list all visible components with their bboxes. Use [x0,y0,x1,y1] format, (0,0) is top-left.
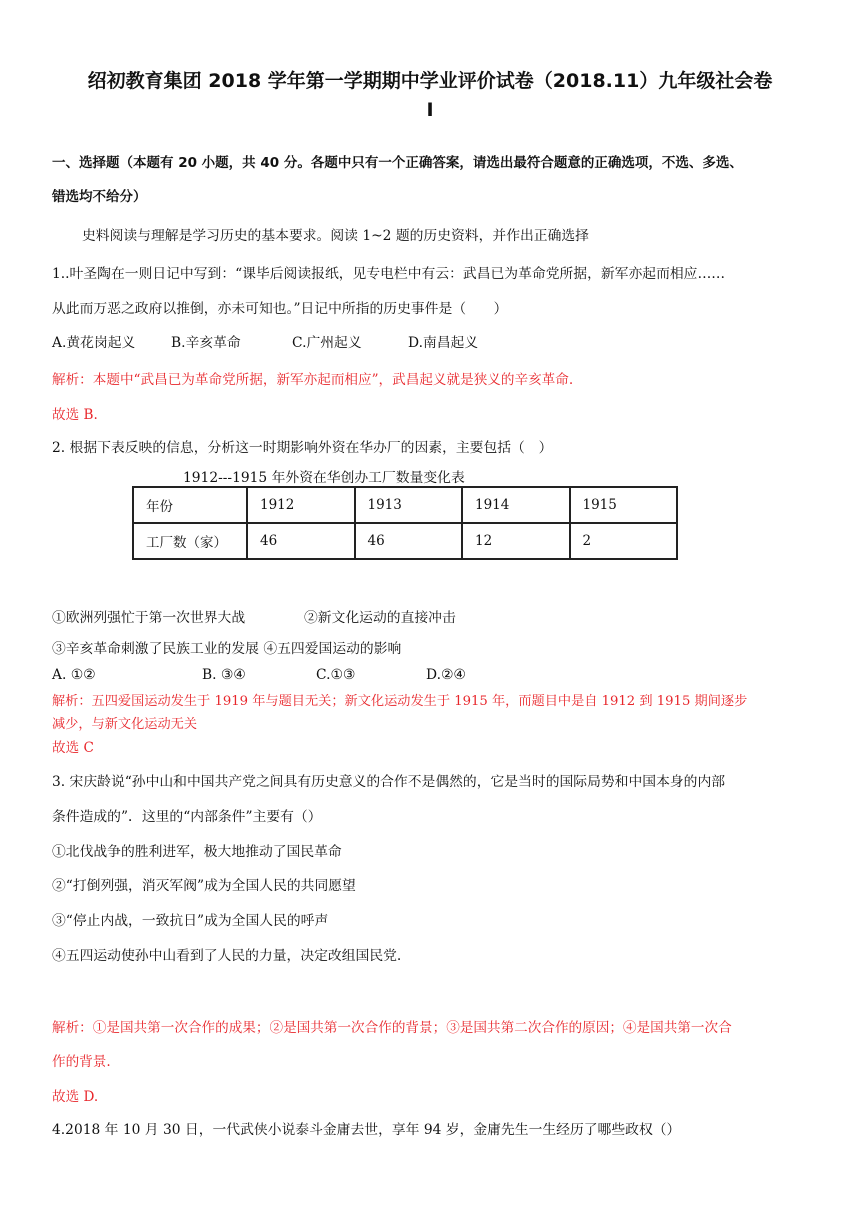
q2-analysis-line1: 解析：五四爱国运动发生于 1919 年与题目无关；新文化运动发生于 1915 年，而题目中是自 1912 到 1915 期间逐步 [52,694,748,709]
table-cell: 工厂数（家） [133,523,247,559]
q3-item-2: ②“打倒列强，消灭军阀”成为全国人民的共同愿望 [52,878,356,894]
q2-option-d: D.②④ [426,667,466,683]
q1-stem-line1: 1..叶圣陶在一则日记中写到：“课毕后阅读报纸，见专电栏中有云：武昌已为革命党所据，新军亦起而相应…… [52,266,726,282]
table-cell: 46 [247,523,355,559]
q3-stem-line1: 3. 宋庆龄说“孙中山和中国共产党之间具有历史意义的合作不是偶然的，它是当时的国际局势和中国本身的内部 [52,774,726,790]
q4-stem: 4.2018 年 10 月 30 日，一代武侠小说泰斗金庸去世，享年 94 岁，金庸先生一生经历了哪些政权（） [52,1122,681,1138]
intro-text: 史料阅读与理解是学习历史的基本要求。阅读 1~2 题的历史资料，并作出正确选择 [82,228,589,244]
q1-answer: 故选 B. [52,407,98,423]
q1-option-a: A.黄花岗起义 [52,335,136,351]
table-row [133,487,677,523]
table-cell: 12 [462,523,570,559]
q3-answer: 故选 D. [52,1089,99,1105]
table-cell: 1914 [462,487,570,523]
q3-analysis-line2: 作的背景. [52,1054,111,1070]
exam-title-line1: 绍初教育集团 2018 学年第一学期期中学业评价试卷（2018.11）九年级社会卷 [87,70,773,92]
q3-item-3: ③“停止内战，一致抗日”成为全国人民的呼声 [52,913,329,929]
q2-analysis-line2: 减少，与新文化运动无关 [52,717,198,732]
q2-option-c: C.①③ [316,667,356,683]
q3-analysis-line1: 解析：①是国共第一次合作的成果；②是国共第一次合作的背景；③是国共第二次合作的原因；④是国共第一次合 [52,1020,732,1036]
q2-answer: 故选 C [52,740,94,756]
q1-stem-line2: 从此而万恶之政府以推倒，亦未可知也。”日记中所指的历史事件是（ ） [52,301,508,317]
table-cell: 年份 [133,487,247,523]
q2-option-a: A. ①② [52,667,96,683]
q2-stem: 2. 根据下表反映的信息，分析这一时期影响外资在华办厂的因素，主要包括（ ） [52,440,553,456]
q3-item-4: ④五四运动使孙中山看到了人民的力量，决定改组国民党. [52,948,402,964]
q1-analysis: 解析：本题中“武昌已为革命党所据，新军亦起而相应”，武昌起义就是狭义的辛亥革命. [52,372,574,388]
q2-item-1: ①欧洲列强忙于第一次世界大战 [52,610,246,626]
table-cell: 1913 [355,487,463,523]
q3-stem-line2: 条件造成的”．这里的“内部条件”主要有（） [52,809,322,825]
q2-table-caption: 1912---1915 年外资在华创办工厂数量变化表 [183,470,465,486]
q3-item-1: ①北伐战争的胜利进军，极大地推动了国民革命 [52,844,342,860]
table-cell: 1912 [247,487,355,523]
q2-item-2: ②新文化运动的直接冲击 [304,610,456,626]
section-heading-line1: 一、选择题（本题有 20 小题，共 40 分。各题中只有一个正确答案，请选出最符合题意的正确选项，不选、多选、 [52,155,743,171]
table-cell: 46 [355,523,463,559]
table-cell: 1915 [570,487,678,523]
table-cell: 2 [570,523,678,559]
section-heading-line2: 错选均不给分） [52,189,147,205]
q2-item-3-4: ③辛亥革命刺激了民族工业的发展 ④五四爱国运动的影响 [52,641,402,657]
q2-option-b: B. ③④ [202,667,246,683]
table-row [133,523,677,559]
exam-title-line2: I [426,99,434,121]
factory-count-table [132,486,678,560]
q1-option-d: D.南昌起义 [408,335,479,351]
q1-option-b: B.辛亥革命 [171,335,241,351]
q1-option-c: C.广州起义 [292,335,362,351]
